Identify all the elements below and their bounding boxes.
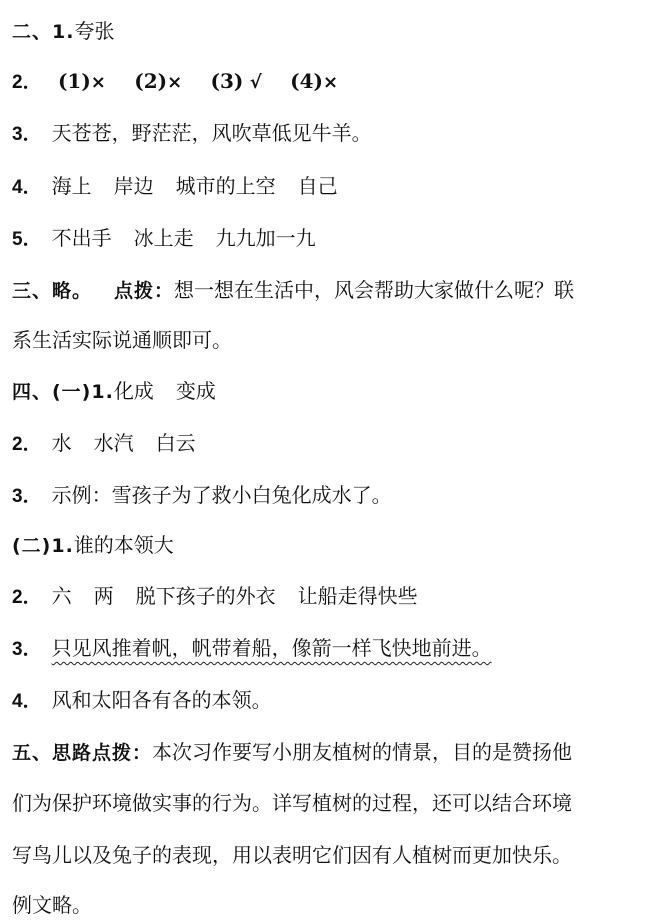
section-heading: (二)1. bbox=[12, 535, 74, 557]
answer-line-4-b-1 bbox=[12, 528, 654, 562]
section-heading: 四、(一)1. bbox=[12, 381, 114, 403]
item-number: 2． bbox=[12, 72, 42, 93]
answer-word: 九九加一九 bbox=[215, 226, 316, 250]
judgement-label: (3) bbox=[210, 69, 244, 93]
answer-line-2-1 bbox=[12, 14, 654, 48]
answer-line-5-cont-1 bbox=[12, 786, 654, 820]
answer-text: 例文略。 bbox=[12, 893, 92, 917]
answer-line-4-b-2 bbox=[12, 579, 654, 613]
answer-word: 自己 bbox=[297, 174, 338, 198]
answer-word: 六 bbox=[51, 584, 72, 608]
answer-line-4-b-3 bbox=[12, 631, 654, 669]
answer-line-3-cont bbox=[12, 323, 654, 357]
answer-line-4-3 bbox=[12, 478, 654, 512]
cross-mark: × bbox=[322, 72, 339, 93]
answer-line-2-3 bbox=[12, 116, 654, 150]
answer-line-2-4 bbox=[12, 169, 654, 203]
item-number: 3． bbox=[12, 124, 42, 145]
answer-line-2-5 bbox=[12, 221, 654, 255]
answer-word: 化成 bbox=[113, 379, 154, 403]
section-heading: 二、1. bbox=[12, 21, 75, 43]
answer-word: 岸边 bbox=[113, 174, 154, 198]
section-heading: 三、略。 bbox=[12, 280, 93, 302]
answer-line-5 bbox=[12, 735, 654, 769]
answer-text: 示例：雪孩子为了救小白兔化成水了。 bbox=[51, 483, 392, 507]
cross-mark: × bbox=[167, 72, 183, 93]
item-number: 2． bbox=[12, 434, 42, 455]
judgement-label: (2) bbox=[134, 69, 168, 93]
judgement-label: (1) bbox=[57, 69, 91, 93]
item-number: 5． bbox=[12, 229, 42, 250]
answer-word: 白云 bbox=[155, 431, 196, 455]
answer-text: 本次习作要写小朋友植树的情景，目的是赞扬他 bbox=[152, 740, 573, 764]
cross-mark: × bbox=[90, 72, 106, 93]
answer-word: 两 bbox=[93, 584, 114, 608]
answer-word: 海上 bbox=[51, 174, 92, 198]
answer-text: 谁的本领大 bbox=[73, 533, 174, 557]
answer-line-3 bbox=[12, 273, 654, 307]
answer-word: 城市的上空 bbox=[175, 174, 276, 198]
section-heading: 五、思路点拨： bbox=[12, 742, 153, 764]
answer-word: 让船走得快些 bbox=[297, 584, 418, 608]
item-number: 3． bbox=[12, 486, 42, 507]
hint-label: 点拨： bbox=[114, 280, 175, 302]
answer-text: 系生活实际说通顺即可。 bbox=[12, 328, 232, 352]
answer-text: 写鸟儿以及兔子的表现，用以表明它们因有人植树而更加快乐。 bbox=[12, 843, 572, 867]
answer-line-2-2 bbox=[12, 64, 654, 98]
underlined-answer: 只见风推着帆，帆带着船，像箭一样飞快地前进。 bbox=[51, 636, 492, 660]
item-number: 4． bbox=[12, 177, 42, 198]
check-mark: √ bbox=[249, 72, 262, 93]
item-number: 4． bbox=[12, 691, 42, 712]
answer-line-5-cont-2 bbox=[12, 838, 654, 872]
answer-word: 水汽 bbox=[93, 431, 134, 455]
answer-word: 脱下孩子的外衣 bbox=[135, 584, 276, 608]
answer-line-5-cont-3 bbox=[12, 888, 654, 922]
answer-text: 风和太阳各有各的本领。 bbox=[51, 688, 272, 712]
answer-word: 水 bbox=[51, 431, 72, 455]
item-number: 2． bbox=[12, 587, 42, 608]
answer-line-4-2 bbox=[12, 426, 654, 460]
answer-text: 们为保护环境做实事的行为。详写植树的过程，还可以结合环境 bbox=[12, 791, 572, 815]
answer-word: 冰上走 bbox=[133, 226, 194, 250]
answer-word: 变成 bbox=[175, 379, 216, 403]
answer-text: 想一想在生活中，风会帮助大家做什么呢？联 bbox=[174, 278, 575, 302]
answer-text: 天苍苍，野茫茫，风吹草低见牛羊。 bbox=[51, 121, 372, 145]
answer-line-4-b-4 bbox=[12, 683, 654, 717]
answer-word: 不出手 bbox=[51, 226, 112, 250]
answer-text: 夸张 bbox=[74, 19, 115, 43]
judgement-label: (4) bbox=[290, 69, 323, 93]
answer-line-4-1 bbox=[12, 374, 654, 408]
item-number: 3． bbox=[12, 639, 42, 660]
